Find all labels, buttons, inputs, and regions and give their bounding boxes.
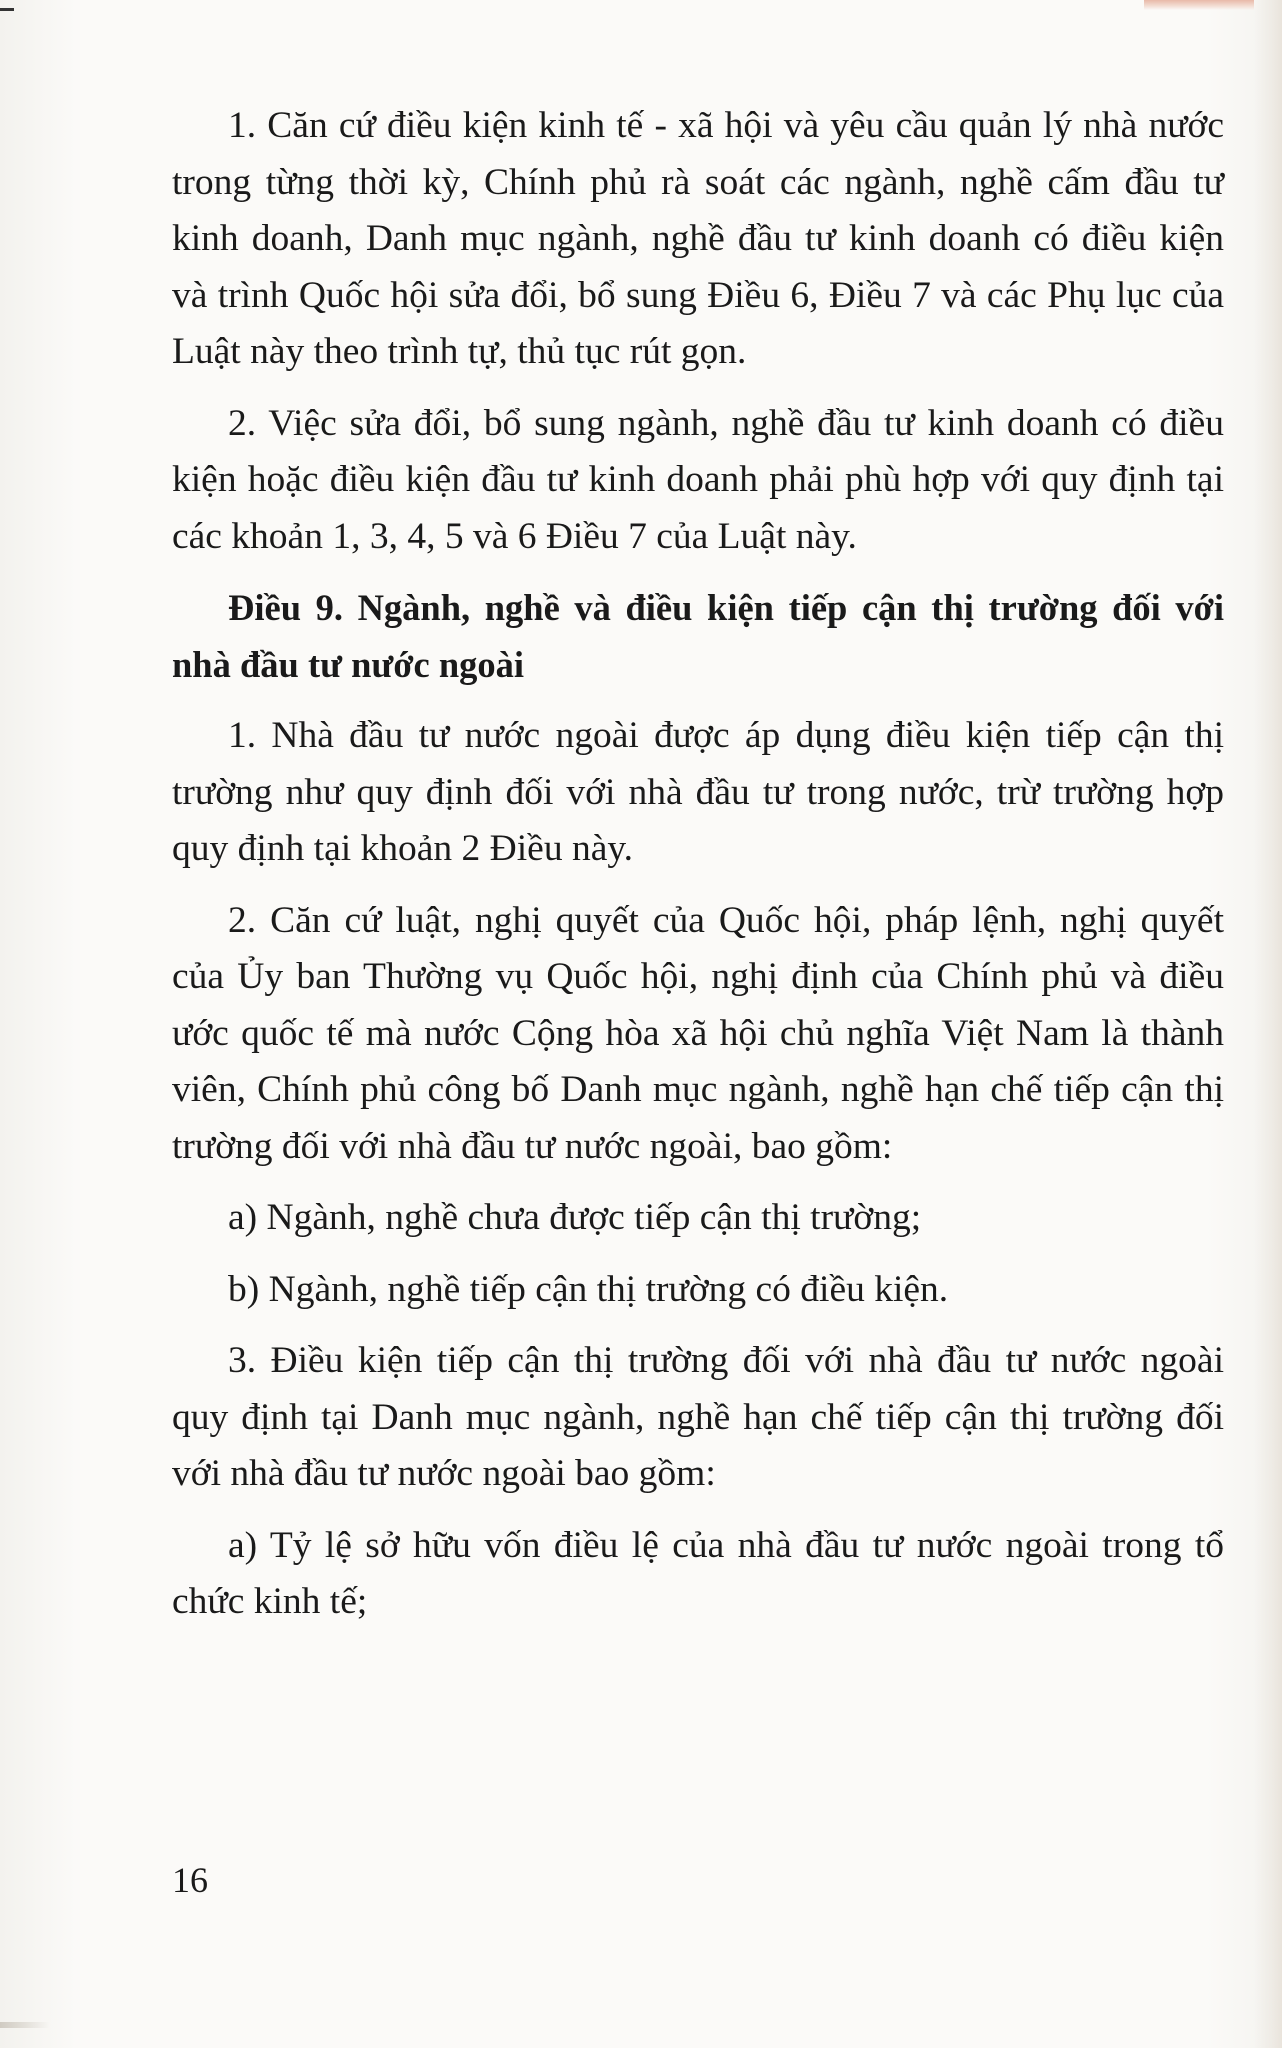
article-9-clause-2-item-b: b) Ngành, nghề tiếp cận thị trường có điều kiện. <box>228 1268 949 1310</box>
article-9-clause-2-item-a: a) Ngành, nghề chưa được tiếp cận thị trường; <box>228 1197 922 1238</box>
article-9-clause-2: 2. Căn cứ luật, nghị quyết của Quốc hội, pháp lệnh, nghị quyết của Ủy ban Thường vụ Quốc hội, nghị định của Chính phủ và điều ước quốc tế mà nước Cộng hòa xã hội chủ nghĩa Việt Nam là thành viên, Chính phủ công bố Danh mục ngành, nghề hạn chế tiếp cận thị trường đối với nhà đầu tư nước ngoài, bao gồm: <box>172 899 1224 1167</box>
article-9-heading: Điều 9. Ngành, nghề và điều kiện tiếp cận thị trường đối với nhà đầu tư nước ngoài <box>172 587 1224 685</box>
article-9-clause-3: 3. Điều kiện tiếp cận thị trường đối với nhà đầu tư nước ngoài quy định tại Danh mục ngành, nghề hạn chế tiếp cận thị trường đối với nhà đầu tư nước ngoài bao gồm: <box>172 1340 1224 1494</box>
page-number: 16 <box>172 1860 208 1900</box>
scan-bottom-mark <box>0 2022 50 2028</box>
article-9-clause-1: 1. Nhà đầu tư nước ngoài được áp dụng điều kiện tiếp cận thị trường như quy định đối với nhà đầu tư trong nước, trừ trường hợp quy định tại khoản 2 Điều này. <box>172 715 1224 869</box>
scan-color-mark <box>1144 0 1254 10</box>
page-body <box>172 98 1224 1646</box>
article-9-clause-3-item-a: a) Tỷ lệ sở hữu vốn điều lệ của nhà đầu tư nước ngoài trong tổ chức kinh tế; <box>172 1524 1224 1622</box>
page-edge-shadow <box>1254 0 1282 2048</box>
clause-2-paragraph: 2. Việc sửa đổi, bổ sung ngành, nghề đầu tư kinh doanh có điều kiện hoặc điều kiện đầu tư kinh doanh phải phù hợp với quy định tại các khoản 1, 3, 4, 5 và 6 Điều 7 của Luật này. <box>172 402 1224 557</box>
clause-1-paragraph: 1. Căn cứ điều kiện kinh tế - xã hội và yêu cầu quản lý nhà nước trong từng thời kỳ, Chính phủ rà soát các ngành, nghề cấm đầu tư kinh doanh, Danh mục ngành, nghề đầu tư kinh doanh có điều kiện và trình Quốc hội sửa đổi, bổ sung Điều 6, Điều 7 và các Phụ lục của Luật này theo trình tự, thủ tục rút gọn. <box>172 105 1224 372</box>
scan-edge-mark <box>0 8 14 11</box>
